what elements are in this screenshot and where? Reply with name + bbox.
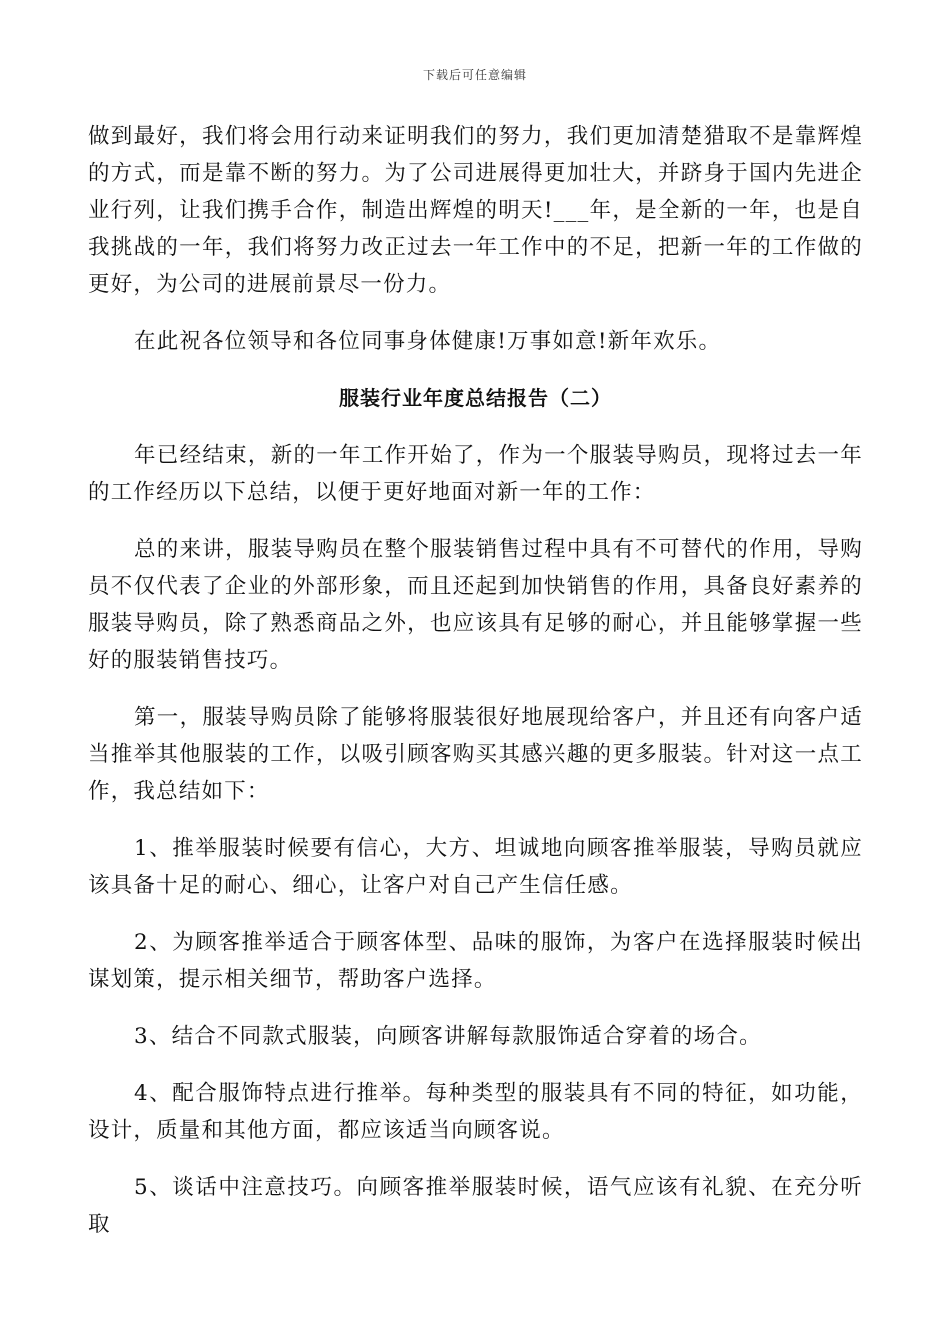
list-item-3: 3、结合不同款式服装，向顾客讲解每款服饰适合穿着的场合。 xyxy=(134,1024,762,1049)
paragraph-continuation: 做到最好，我们将会用行动来证明我们的努力，我们更加清楚猎取不是靠辉煌的方式，而是靠不断的努力。为了公司进展得更加壮大，并跻身于国内先进企业行列，让我们携手合作，制造出辉煌的明天!___年，是全新的一年，也是自我挑战的一年，我们将努力改正过去一年工作中的不足，把新一年的工作做的更好，为公司的进展前景尽一份力。 xyxy=(88,124,863,297)
paragraph-first-point: 第一，服装导购员除了能够将服装很好地展现给客户，并且还有向客户适当推举其他服装的工作，以吸引顾客购买其感兴趣的更多服装。针对这一点工作，我总结如下： xyxy=(88,705,863,804)
list-item-1: 1、推举服装时候要有信心，大方、坦诚地向顾客推举服装，导购员就应该具备十足的耐心、细心，让客户对自己产生信任感。 xyxy=(88,836,863,898)
paragraph-overview: 总的来讲，服装导购员在整个服装销售过程中具有不可替代的作用，导购员不仅代表了企业的外部形象，而且还起到加快销售的作用，具备良好素养的服装导购员，除了熟悉商品之外，也应该具有足够的耐心，并且能够掌握一些好的服装销售技巧。 xyxy=(88,537,863,673)
list-item-5: 5、谈话中注意技巧。向顾客推举服装时候，语气应该有礼貌、在充分听取 xyxy=(88,1175,863,1237)
paragraph-wishes: 在此祝各位领导和各位同事身体健康!万事如意!新年欢乐。 xyxy=(134,329,722,354)
paragraph-intro: 年已经结束，新的一年工作开始了，作为一个服装导购员，现将过去一年的工作经历以下总结，以便于更好地面对新一年的工作： xyxy=(88,443,863,505)
list-item-2: 2、为顾客推举适合于顾客体型、品味的服饰，为客户在选择服装时候出谋划策，提示相关细节，帮助客户选择。 xyxy=(88,930,863,992)
page-header: 下载后可任意编辑 xyxy=(422,68,527,82)
list-item-4: 4、配合服饰特点进行推举。每种类型的服装具有不同的特征，如功能，设计，质量和其他方面，都应该适当向顾客说。 xyxy=(88,1081,863,1143)
document-body xyxy=(88,118,863,1263)
section-title: 服装行业年度总结报告（二） xyxy=(339,386,612,410)
